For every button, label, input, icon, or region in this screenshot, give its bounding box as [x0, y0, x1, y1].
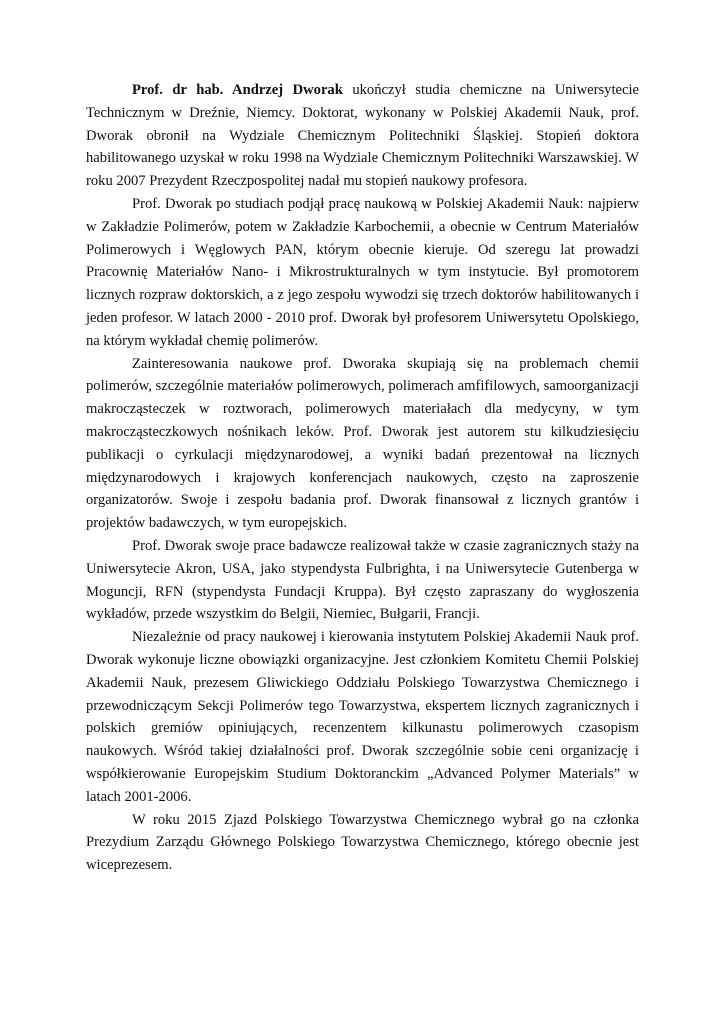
paragraph-career: Prof. Dworak po studiach podjął pracę naukową w Polskiej Akademii Nauk: najpierw w Zakładzie Polimerów, potem w Zakładzie Karbochemii, a obecnie w Centrum Materiałów Polimerowych i Węglowych PAN, którym obecnie kieruje. Od szeregu lat prowadzi Pracownię Materiałów Nano- i Mikrostrukturalnych w tym instytucie. Był promotorem licznych rozpraw doktorskich, a z jego zespołu wywodzi się trzech doktorów habilitowanych i jeden profesor. W latach 2000 - 2010 prof. Dworak był profesorem Uniwersytetu Opolskiego, na którym wykładał chemię polimerów. — [86, 195, 639, 349]
paragraph-organizational-duties: Niezależnie od pracy naukowej i kierowania instytutem Polskiej Akademii Nauk prof. Dworak wykonuje liczne obowiązki organizacyjne. Jest członkiem Komitetu Chemii Polskiej Akademii Nauk, prezesem Gliwickiego Oddziału Polskiego Towarzystwa Chemicznego i przewodniczącym Sekcji Polimerów tego Towarzystwa, ekspertem licznych zagranicznych i polskich gremiów opiniujących, recenzentem kilkunastu polimerowych czasopism naukowych. Wśród takiej działalności prof. Dworak szczególnie sobie ceni organizację i współkierowanie Europejskim Studium Doktoranckim „Advanced Polymer Materials” w latach 2001-2006. — [86, 629, 639, 805]
paragraph-ptchem-presidium: W roku 2015 Zjazd Polskiego Towarzystwa Chemicznego wybrał go na członka Prezydium Zarządu Głównego Polskiego Towarzystwa Chemicznego, którego obecnie jest wiceprezesem. — [86, 811, 639, 874]
paragraph-intro — [86, 79, 639, 193]
person-name: Prof. dr hab. Andrzej Dworak — [132, 82, 343, 98]
paragraph-foreign-internships: Prof. Dworak swoje prace badawcze realizował także w czasie zagranicznych staży na Uniwersytecie Akron, USA, jako stypendysta Fulbrighta, i na Uniwersytecie Gutenberga w Moguncji, RFN (stypendysta Fundacji Kruppa). Był często zapraszany do wygłoszenia wykładów, przede wszystkim do Belgii, Niemiec, Bułgarii, Francji. — [86, 537, 639, 623]
paragraph-research-interests: Zainteresowania naukowe prof. Dworaka skupiają się na problemach chemii polimerów, szczególnie materiałów polimerowych, polimerach amfifilowych, samoorganizacji makrocząsteczek w roztworach, polimerowych materiałach dla medycyny, w tym makrocząsteczkowych nośnikach leków. Prof. Dworak jest autorem stu kilkudziesięciu publikacji o cyrkulacji międzynarodowej, a wyniki badań prezentował na licznych międzynarodowych i krajowych konferencjach naukowych, często na zaproszenie organizatorów. Swoje i zespołu badania prof. Dworak finansował z licznych grantów i projektów badawczych, w tym europejskich. — [86, 355, 639, 532]
document-page — [86, 79, 639, 877]
paragraph-intro-text: ukończył studia chemiczne na Uniwersytecie Technicznym w Dreźnie, Niemcy. Doktorat, wykonany w Polskiej Akademii Nauk, prof. Dworak obronił na Wydziale Chemicznym Politechniki Śląskiej. Stopień doktora habilitowanego uzyskał w roku 1998 na Wydziale Chemicznym Politechniki Warszawskiej. W roku 2007 Prezydent Rzeczpospolitej nadał mu stopień naukowy profesora. — [86, 82, 639, 190]
